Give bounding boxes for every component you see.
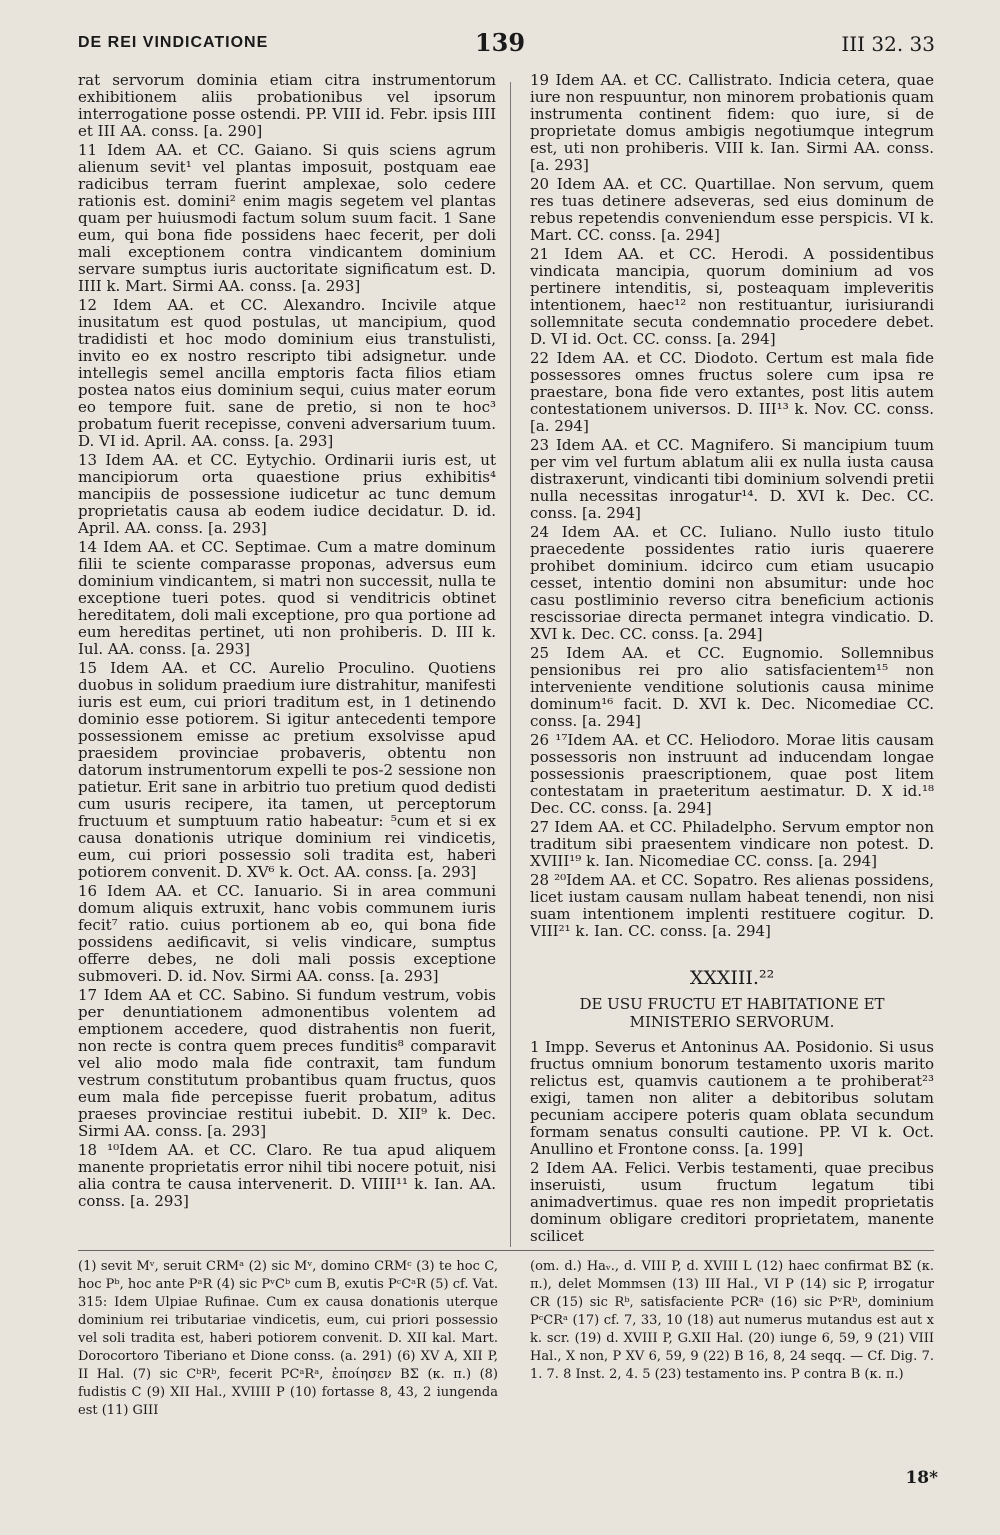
footnotes-left: [78, 1258, 498, 1420]
paragraph: rat servorum dominia etiam citra instrumentorum exhibitionem aliis probationibus vel ipsorum interrogatione posse ostendi. PP. VIII id. Febr. ipsis IIII et III AA. conss. [a. 290]: [78, 72, 496, 140]
column-divider: [510, 82, 511, 1247]
paragraph: 24 Idem AA. et CC. Iuliano. Nullo iusto titulo praecedente possidentes ratio iuris quaerere prohibet dominium. idcirco cum etiam usucapio cesset, intentio domini non absumitur: unde hoc casu postliminio reverso citra beneficium actionis rescissoriae directa permanet integra vindicatio. D. XVI k. Dec. CC. conss. [a. 294]: [530, 523, 934, 643]
paragraph: 20 Idem AA. et CC. Quartillae. Non servum, quem res tuas detinere adseveras, sed eius dominum de rebus repetendis conveniendum esse perspicis. VI k. Mart. CC. conss. [a. 294]: [530, 175, 934, 244]
paragraph: 18 ¹⁰Idem AA. et CC. Claro. Re tua apud aliquem manente proprietatis error nihil tibi nocere potuit, nisi alia contra te causa intervenerit. D. VIIII¹¹ k. Ian. AA. conss. [a. 293]: [78, 1141, 496, 1210]
paragraph: 17 Idem AA et CC. Sabino. Si fundum vestrum, vobis per denuntiationem admonentibus volentem ad emptionem accedere, quod distrahentis non fuerit, non recte is contra quem preces funditis⁸ comparavit vel alio modo mala fide contraxit, tam fundum vestrum constitutum probantibus quam fructus, quos eum mala fide percepisse fuerit probatum, aditus praeses provinciae restitui iubebit. D. XII⁹ k. Dec. Sirmi AA. conss. [a. 293]: [78, 986, 496, 1140]
footnote-text: (1) sevit Mᵛ, seruit CRMᵃ (2) sic Mᵛ, domino CRMᶜ (3) te hoc C, hoc Pᵇ, hoc ante PᵃR (4) sic PᵛCᵇ cum B, exutis PᶜCᵃR (5) cf. Vat. 315: Idem Ulpiae Rufinae. Cum ex causa donationis uterque dominium rei tributariae vindicetis, eum, cui priori possessio vel soli tradita est, haberi potiorem convenit. D. XII kal. Mart. Dorocortoro Tiberiano et Dione conss. (a. 291) (6) XV A, XII P, II Hal. (7) sic CᵇRᵇ, fecerit PCᵃRᵃ, ἐποίησεν BΣ (κ. π.) (8) fudistis C (9) XII Hal., XVIIII P (10) fortasse 8, 43, 2 iungenda est (11) GIII: [78, 1259, 498, 1418]
paragraph: 14 Idem AA. et CC. Septimae. Cum a matre dominum filii te sciente comparasse proponas, adversus eum dominium vindicantem, si matri non successit, nulla te exceptione tueri potes. quod si venditricis obtinet hereditatem, doli mali exceptione, pro qua portione ad eum hereditas pertinet, uti non prohiberis. D. III k. Iul. AA. conss. [a. 293]: [78, 538, 496, 658]
signature-mark: 18*: [905, 1468, 938, 1488]
page-number: 139: [474, 28, 526, 57]
right-column: [530, 72, 934, 1247]
running-head: DE REI VINDICATIONE: [78, 34, 269, 51]
paragraph: 16 Idem AA. et CC. Ianuario. Si in area communi domum aliquis extruxit, hanc vobis communem iuris fecit⁷ ratio. cuius portionem ab eo, qui bona fide possidens aedificavit, si velis vindicare, sumptus offerre debes, ne doli mali possis exceptione submoveri. D. id. Nov. Sirmi AA. conss. [a. 293]: [78, 882, 496, 985]
title-heading: DE USU FRUCTU ET HABITATIONE ET MINISTERIO SERVORUM.: [579, 995, 885, 1031]
paragraph: 25 Idem AA. et CC. Eugnomio. Sollemnibus pensionibus rei pro alio satisfacientem¹⁵ non interveniente venditione solutionis causa minime dominum¹⁶ facit. D. XVI k. Dec. Nicomediae CC. conss. [a. 294]: [530, 644, 934, 730]
paragraph: 23 Idem AA. et CC. Magnifero. Si mancipium tuum per vim vel furtum ablatum alii ex nulla iusta causa distraxerunt, vindicanti tibi dominium solvendi pretii nulla necessitas inrogatur¹⁴. D. XVI k. Dec. CC. conss. [a. 294]: [530, 436, 934, 522]
paragraph: 21 Idem AA. et CC. Herodi. A possidentibus vindicata mancipia, quorum dominium ad vos pertinere intenditis, si, posteaquam impleveritis intentionem, haec¹² non restituantur, iurisiurandi sollemnitate secuta condemnatio procedere debet. D. VI id. Oct. CC. conss. [a. 294]: [530, 245, 934, 348]
footnote-text: (om. d.) Haᵥ., d. VIII P, d. XVIII L (12) haec confirmat BΣ (κ. π.), delet Mommsen (13) III Hal., VI P (14) sic P, irrogatur CR (15) sic Rᵇ, satisfaciente PCRᵃ (16) sic PᵛRᵇ, dominium PᶜCRᵃ (17) cf. 7, 33, 10 (18) aut numerus mutandus est aut x k. scr. (19) d. XVIII P, G.XII Hal. (20) iunge 6, 59, 9 (21) VIII Hal., X non, P XV 6, 59, 9 (22) B 16, 8, 24 seqq. — Cf. Dig. 7. 1. 7. 8 Inst. 2, 4. 5 (23) testamento ins. P contra B (κ. π.): [530, 1259, 934, 1382]
paragraph: 26 ¹⁷Idem AA. et CC. Heliodoro. Morae litis causam possessoris non instruunt ad inducendam longae possessionis praescriptionem, quae post litem contestatam in praeteritum aestimatur. D. X id.¹⁸ Dec. CC. conss. [a. 294]: [530, 731, 934, 817]
footnotes-right: [530, 1258, 934, 1384]
paragraph: 27 Idem AA. et CC. Philadelpho. Servum emptor non traditum sibi praesentem vindicare non potest. D. XVIII¹⁹ k. Ian. Nicomediae CC. conss. [a. 294]: [530, 818, 934, 870]
paragraph: 1 Impp. Severus et Antoninus AA. Posidonio. Si usus fructus omnium bonorum testamento uxoris marito relictus est, quamvis cautionem a te prohiberat²³ exigi, tamen non aliter a debitoribus solutam pecuniam accipere poteris quam oblata secundum formam senatus consulti cautione. PP. VI k. Oct. Anullino et Frontone conss. [a. 199]: [530, 1038, 934, 1158]
paragraph: 28 ²⁰Idem AA. et CC. Sopatro. Res alienas possidens, licet iustam causam nullam habeat tenendi, non nisi suam intentionem implenti restituere cogitur. D. VIII²¹ k. Ian. CC. conss. [a. 294]: [530, 871, 934, 940]
paragraph: 12 Idem AA. et CC. Alexandro. Incivile atque inusitatum est quod postulas, ut mancipium, quod tradidisti et hoc modo dominium eius transtulisti, invito eo ex nostro rescripto tibi adsignetur. unde intellegis semel ancilla emptoris facta filios etiam postea natos eius dominium sequi, cuius mater eorum eo tempore fuit. sane de pretio, si non te hoc³ probatum fuerit recepisse, conveni adversarium tuum. D. VI id. April. AA. conss. [a. 293]: [78, 296, 496, 450]
title-number: XXXIII.²²: [689, 967, 775, 989]
paragraph: 22 Idem AA. et CC. Diodoto. Certum est mala fide possessores omnes fructus solere cum ipsa re praestare, bona fide vero extantes, post litis autem contestationem universos. D. III¹³ k. Nov. CC. conss. [a. 294]: [530, 349, 934, 435]
footnote-divider: [78, 1250, 934, 1251]
paragraph: 2 Idem AA. Felici. Verbis testamenti, quae precibus inseruisti, usum fructum legatum tibi animadvertimus. quae res non impedit proprietatis dominum obligare creditori proprietatem, manente scilicet: [530, 1159, 934, 1245]
paragraph: 19 Idem AA. et CC. Callistrato. Indicia cetera, quae iure non respuuntur, non minorem probationis quam instrumenta continent fidem: quo iure, si de proprietate domus ambigis negotiumque integrum est, uti non prohiberis. VIII k. Ian. Sirmi AA. conss. [a. 293]: [530, 72, 934, 174]
left-column: [78, 72, 496, 1247]
paragraph: 13 Idem AA. et CC. Eytychio. Ordinarii iuris est, ut mancipiorum orta quaestione prius exhibitis⁴ mancipiis de possessione iudicetur ac tunc demum proprietatis causa ab eodem iudice decidatur. D. id. April. AA. conss. [a. 293]: [78, 451, 496, 537]
section-reference: III 32. 33: [841, 32, 935, 56]
paragraph: 11 Idem AA. et CC. Gaiano. Si quis sciens agrum alienum sevit¹ vel plantas imposuit, postquam eae radicibus terram fuerint amplexae, solo cedere rationis est. domini² enim magis segetem vel plantas quam per huiusmodi factum solum suum facit. 1 Sane eum, qui bona fide possidens haec fecerit, per doli mali exceptionem contra vindicantem dominium servare sumptus iuris auctoritate significatum est. D. IIII k. Mart. Sirmi AA. conss. [a. 293]: [78, 141, 496, 295]
paragraph: 15 Idem AA. et CC. Aurelio Proculino. Quotiens duobus in solidum praedium iure distrahitur, manifesti iuris est eum, cui priori traditum est, in 1 detinendo dominio esse potiorem. Si igitur antecedenti tempore possessionem emisse ac pretium exsolvisse apud praesidem provinciae probaveris, obtentu non datorum instrumentorum expelli te pos-2 sessione non patietur. Erit sane in arbitrio tuo pretium quod dedisti cum usuris recipere, ita tamen, ut perceptorum fructuum et sumptuum ratio habeatur: ⁵cum et si ex causa donationis utrique dominium rei vindicetis, eum, cui priori possessio soli tradita est, haberi potiorem convenit. D. XV⁶ k. Oct. AA. conss. [a. 293]: [78, 659, 496, 881]
